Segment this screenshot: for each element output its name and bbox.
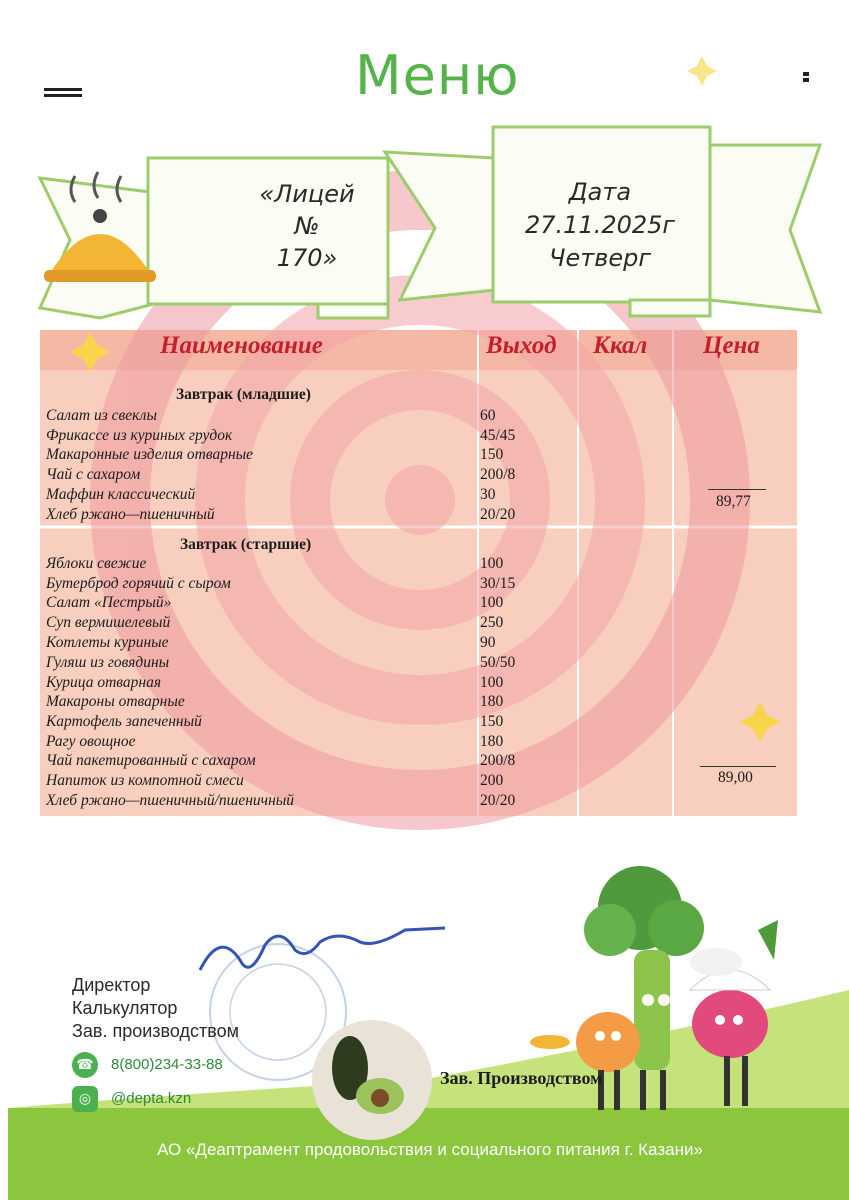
- phone-number: 8(800)234-33-88: [111, 1056, 223, 1073]
- dish-yield: 90: [480, 634, 496, 651]
- header-kcal: Ккал: [593, 332, 648, 359]
- section-title-junior: Завтрак (младшие): [176, 386, 311, 403]
- staff-production-head: Зав. производством: [72, 1021, 239, 1041]
- dish-name: Картофель запеченный: [46, 713, 202, 730]
- menu-row: [46, 692, 806, 711]
- dish-name: Котлеты куриные: [46, 634, 169, 651]
- menu-row: [46, 732, 806, 751]
- dish-name: Маффин классический: [46, 486, 196, 503]
- menu-row: [46, 673, 806, 692]
- menu-row: [46, 445, 806, 464]
- section-title-senior: Завтрак (старшие): [180, 536, 312, 553]
- header-price: Цена: [703, 332, 760, 359]
- dish-yield: 200/8: [480, 752, 516, 769]
- dish-yield: 200: [480, 772, 504, 789]
- dish-name: Фрикассе из куриных грудок: [46, 427, 233, 444]
- school-line-1: «Лицей: [259, 180, 355, 208]
- menu-row: [46, 613, 806, 632]
- menu-row: [46, 554, 806, 573]
- dish-yield: 60: [480, 407, 496, 424]
- menu-row: [46, 771, 806, 790]
- price-senior: 89,00: [718, 769, 753, 786]
- menu-row: [46, 653, 806, 672]
- dish-name: Напиток из компотной смеси: [46, 772, 244, 789]
- dish-name: Хлеб ржано—пшеничный: [46, 506, 215, 523]
- footer-organization: АО «Деаптрамент продовольствия и социального питания г. Казани»: [157, 1140, 703, 1159]
- dish-name: Макаронные изделия отварные: [46, 446, 254, 463]
- menu-row: [46, 406, 806, 425]
- dish-yield: 200/8: [480, 466, 516, 483]
- menu-row: [46, 465, 806, 484]
- dish-yield: 100: [480, 555, 504, 572]
- dish-name: Суп вермишелевый: [46, 614, 171, 631]
- dish-name: Яблоки свежие: [46, 555, 147, 572]
- dish-name: Рагу овощное: [46, 733, 136, 750]
- menu-row: [46, 593, 806, 612]
- menu-row: [46, 751, 806, 770]
- instagram-handle: @depta.kzn: [111, 1090, 192, 1107]
- signature-label: Зав. Производством: [440, 1068, 603, 1088]
- menu-row: [46, 791, 806, 810]
- dish-yield: 100: [480, 674, 504, 691]
- menu-row: [46, 712, 806, 731]
- dish-yield: 250: [480, 614, 504, 631]
- dish-yield: 45/45: [480, 427, 516, 444]
- date-value: 27.11.2025г: [524, 211, 676, 239]
- menu-row: [46, 426, 806, 445]
- price-line: [708, 489, 766, 490]
- dish-name: Макароны отварные: [46, 693, 185, 710]
- price-line: [700, 766, 776, 767]
- dish-yield: 150: [480, 446, 504, 463]
- dish-name: Гуляш из говядины: [46, 654, 170, 671]
- dish-yield: 180: [480, 733, 504, 750]
- dish-name: Салат из свеклы: [46, 407, 157, 424]
- dish-yield: 50/50: [480, 654, 516, 671]
- school-label: [232, 178, 382, 274]
- dish-yield: 150: [480, 713, 504, 730]
- school-line-3: 170»: [276, 244, 338, 272]
- dish-name: Хлеб ржано—пшеничный/пшеничный: [46, 792, 295, 809]
- dish-name: Курица отварная: [46, 674, 162, 691]
- menu-row: [46, 633, 806, 652]
- dish-name: Чай с сахаром: [46, 466, 141, 483]
- menu-row: [46, 485, 806, 504]
- staff-calculator: Калькулятор: [72, 998, 178, 1018]
- weekday: Четверг: [549, 244, 651, 272]
- dish-yield: 20/20: [480, 792, 516, 809]
- dish-yield: 30: [480, 486, 496, 503]
- dish-name: Чай пакетированный с сахаром: [46, 752, 256, 769]
- dish-yield: 30/15: [480, 575, 516, 592]
- dish-name: Бутерброд горячий с сыром: [46, 575, 231, 592]
- dish-yield: 100: [480, 594, 504, 611]
- date-label: Дата: [568, 178, 632, 206]
- header-name: Наименование: [160, 332, 323, 359]
- dish-yield: 180: [480, 693, 504, 710]
- price-junior: 89,77: [716, 493, 751, 510]
- instagram-icon: ◎: [72, 1086, 98, 1112]
- school-line-2: №: [294, 212, 320, 240]
- menu-row: [46, 505, 806, 524]
- staff-director: Директор: [72, 975, 151, 995]
- header-yield: Выход: [486, 332, 557, 359]
- dish-name: Салат «Пестрый»: [46, 594, 172, 611]
- dish-yield: 20/20: [480, 506, 516, 523]
- avocado-image: [312, 1020, 432, 1140]
- page-title: Меню: [355, 44, 520, 107]
- phone-icon: ☎: [72, 1052, 98, 1078]
- signature: [200, 928, 445, 970]
- menu-row: [46, 574, 806, 593]
- date-box: [490, 176, 710, 275]
